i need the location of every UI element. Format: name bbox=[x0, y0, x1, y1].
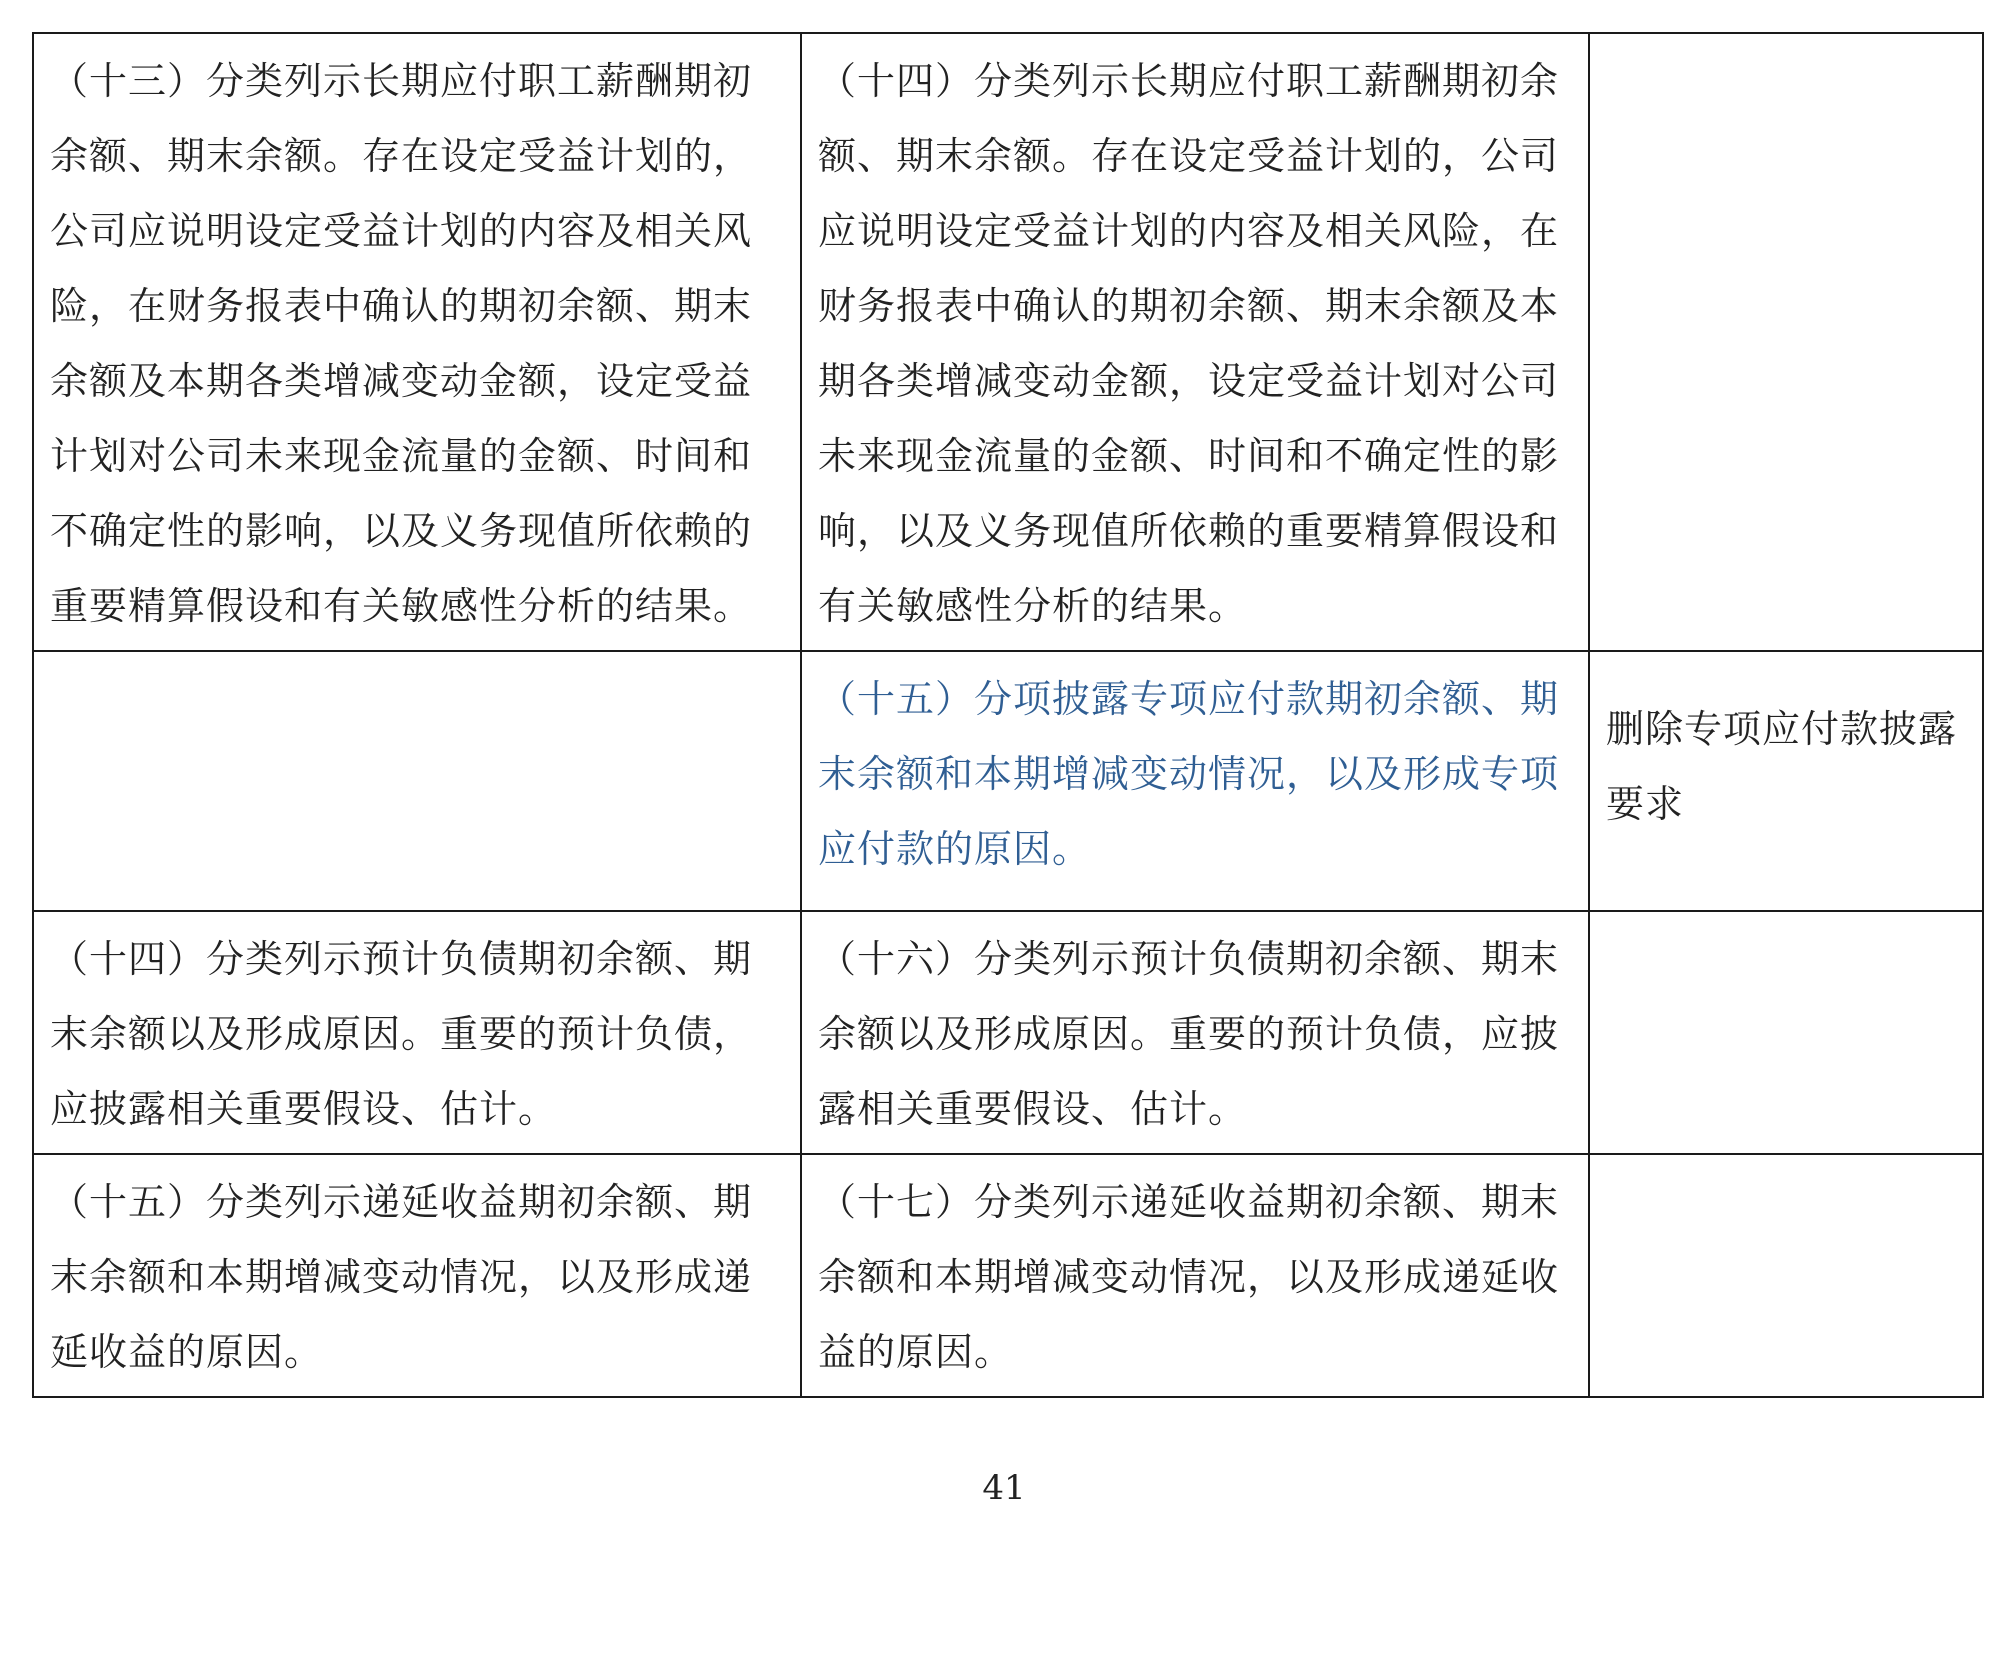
table-row bbox=[33, 1154, 1983, 1397]
note-cell bbox=[1589, 1154, 1983, 1397]
revised-text-cell: （十六）分类列示预计负债期初余额、期末余额以及形成原因。重要的预计负债，应披露相关重要假设、估计。 bbox=[801, 911, 1589, 1154]
table-row bbox=[33, 651, 1983, 911]
table-row bbox=[33, 911, 1983, 1154]
note-cell bbox=[1589, 911, 1983, 1154]
revised-text-cell-highlighted: （十五）分项披露专项应付款期初余额、期末余额和本期增减变动情况，以及形成专项应付款的原因。 bbox=[801, 651, 1589, 911]
note-cell: 删除专项应付款披露要求 bbox=[1589, 651, 1983, 911]
revised-text-cell: （十四）分类列示长期应付职工薪酬期初余额、期末余额。存在设定受益计划的，公司应说明设定受益计划的内容及相关风险，在财务报表中确认的期初余额、期末余额及本期各类增减变动金额，设定受益计划对公司未来现金流量的金额、时间和不确定性的影响，以及义务现值所依赖的重要精算假设和有关敏感性分析的结果。 bbox=[801, 33, 1589, 651]
note-cell bbox=[1589, 33, 1983, 651]
original-text-cell bbox=[33, 651, 801, 911]
original-text-cell: （十四）分类列示预计负债期初余额、期末余额以及形成原因。重要的预计负债，应披露相关重要假设、估计。 bbox=[33, 911, 801, 1154]
original-text-cell: （十五）分类列示递延收益期初余额、期末余额和本期增减变动情况，以及形成递延收益的原因。 bbox=[33, 1154, 801, 1397]
page-number: 41 bbox=[982, 1468, 1026, 1508]
original-text-cell: （十三）分类列示长期应付职工薪酬期初余额、期末余额。存在设定受益计划的，公司应说明设定受益计划的内容及相关风险，在财务报表中确认的期初余额、期末余额及本期各类增减变动金额，设定受益计划对公司未来现金流量的金额、时间和不确定性的影响，以及义务现值所依赖的重要精算假设和有关敏感性分析的结果。 bbox=[33, 33, 801, 651]
revised-text-cell: （十七）分类列示递延收益期初余额、期末余额和本期增减变动情况，以及形成递延收益的原因。 bbox=[801, 1154, 1589, 1397]
comparison-table bbox=[32, 32, 1984, 1398]
table-row bbox=[33, 33, 1983, 651]
